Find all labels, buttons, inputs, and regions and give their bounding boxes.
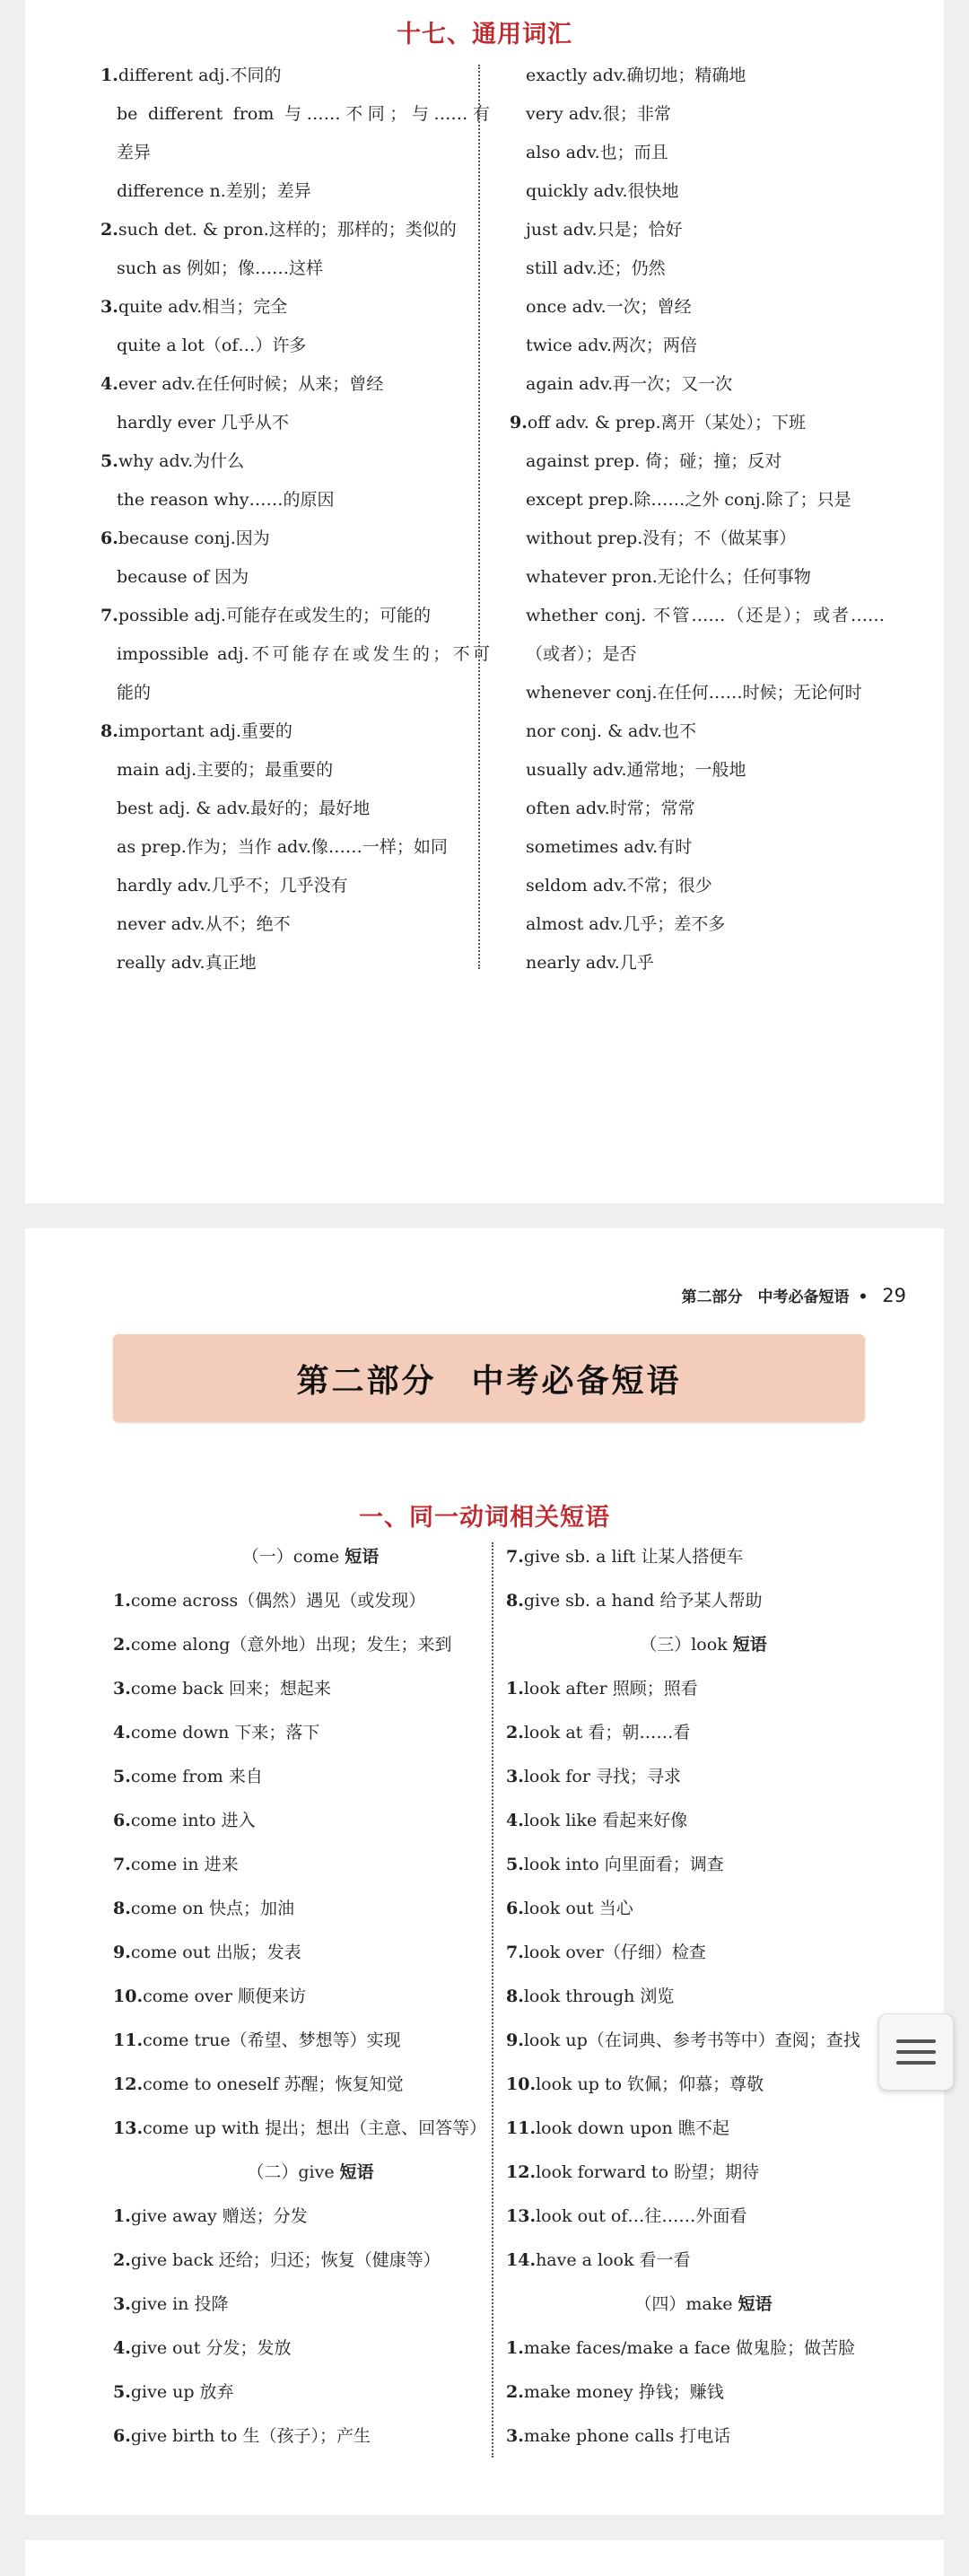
entry-number: 4. [506,1811,524,1830]
section-title-general-vocabulary: 十七、通用词汇 [397,21,572,48]
vocab-entry [510,905,885,944]
vocab-entry [510,674,885,712]
entry-text: make money 挣钱；赚钱 [523,2382,724,2402]
entry-text: give out 分发；发放 [130,2338,292,2358]
entry-number: 11. [113,2030,144,2050]
entry-text: difference n.差别；差异 [117,181,311,201]
vocab-entry [510,288,885,327]
entry-text: have a look 看一看 [536,2250,691,2270]
running-header [682,1284,906,1306]
entry-number: 8. [506,1591,524,1611]
column-divider [478,65,480,969]
entry-text: best adj. & adv.最好的；最好地 [117,799,371,818]
entry-text: 差异 [117,143,152,162]
vocab-entry [113,1931,508,1975]
entry-text: still adv.还；仍然 [526,258,666,278]
entry-text: off adv. & prep.离开（某处）；下班 [527,413,807,432]
vocab-entry [100,404,490,442]
vocab-entry [506,2327,901,2371]
entry-text: the reason why……的原因 [117,490,335,510]
entry-text: give up 放弃 [130,2382,234,2402]
entry-number: 8. [100,721,118,741]
entry-text: twice adv.两次；两倍 [526,336,697,355]
entry-text: hardly ever 几乎从不 [117,413,290,432]
entry-text: possible adj.可能存在或发生的；可能的 [118,606,431,625]
entry-number: 10. [113,1987,144,2006]
entry-number: 2. [506,2382,524,2402]
vocab-entry [510,442,885,481]
subsection-heading [506,1623,901,1667]
vocab-entry [510,481,885,520]
entry-text: look through 浏览 [523,1987,675,2006]
entry-text: 能的 [117,683,152,703]
vocab-entry [510,867,885,905]
entry-text: never adv.从不；绝不 [117,914,291,934]
vocab-entry [510,95,885,134]
vocab-entry [113,2414,508,2458]
vocab-entry [100,134,490,172]
vocab-entry [113,2063,508,2107]
vocab-column-right [510,57,885,982]
entry-text: look up to 钦佩；仰慕；尊敬 [536,2074,764,2094]
vocab-entry [506,1667,901,1711]
entry-text: really adv.真正地 [117,953,257,973]
vocab-entry [100,674,490,712]
vocab-entry [100,597,490,635]
entry-number: 7. [113,1855,131,1874]
entry-text: nearly adv.几乎 [526,953,654,973]
entry-number: 5. [113,2382,131,2402]
entry-text: come back 回来；想起来 [130,1679,331,1698]
vocab-entry [510,327,885,365]
entry-text: look up（在词典、参考书等中）查阅；查找 [523,2030,860,2050]
vocab-entry [100,288,490,327]
entry-number: 12. [113,2074,144,2094]
entry-text: without prep.没有；不（做某事） [526,528,797,548]
entry-text: impossible adj.不可能存在或发生的；不可 [117,644,490,664]
entry-text: come up with 提出；想出（主意、回答等） [143,2118,487,2138]
entry-text: make phone calls 打电话 [523,2426,731,2446]
vocab-entry [100,751,490,790]
entry-text: important adj.重要的 [118,721,292,741]
vocab-entry [510,635,885,674]
entry-text: such det. & pron.这样的；那样的；类似的 [118,220,457,240]
entry-text: against prep. 倚；碰；撞；反对 [526,451,782,471]
entry-text: give in 投降 [130,2294,229,2314]
vocab-entry [113,1799,508,1843]
entry-text: give sb. a lift 让某人搭便车 [523,1547,744,1567]
entry-text: just adv.只是；恰好 [526,220,683,240]
vocab-entry [100,95,490,134]
entry-text: give birth to 生（孩子）；产生 [130,2426,371,2446]
vocab-entry [100,481,490,520]
vocab-entry [506,1535,901,1579]
entry-text: come along（意外地）出现；发生；来到 [130,1635,452,1655]
entry-text: nor conj. & adv.也不 [526,721,697,741]
entry-text: seldom adv.不常；很少 [526,876,712,895]
subsection-heading-text: （二）give [247,2162,340,2182]
entry-text: such as 例如；像……这样 [117,258,324,278]
entry-number: 6. [113,2426,131,2446]
entry-number: 9. [113,1943,131,1962]
entry-number: 3. [113,2294,131,2314]
vocab-entry [100,57,490,95]
entry-number: 1. [113,2206,131,2226]
vocab-entry [506,1579,901,1623]
vocab-entry [506,2151,901,2195]
entry-text: quite a lot（of…）许多 [117,336,307,355]
entry-number: 2. [113,2250,131,2270]
page-1 [25,0,944,1203]
entry-text: come in 进来 [130,1855,239,1874]
vocab-entry [506,2019,901,2063]
entry-number: 13. [113,2118,144,2138]
vocab-entry [113,2239,508,2283]
vocab-entry [100,172,490,211]
entry-text: usually adv.通常地；一般地 [526,760,746,780]
entry-text: make faces/make a face 做鬼脸；做苦脸 [523,2338,856,2358]
entry-number: 9. [506,2030,524,2050]
vocab-entry [506,1931,901,1975]
vocab-entry [506,2371,901,2414]
vocab-entry [100,828,490,867]
vocab-entry [113,1623,508,1667]
vocab-entry [100,905,490,944]
entry-text: look into 向里面看；调查 [523,1855,724,1874]
vocab-entry [100,558,490,597]
entry-number: 11. [506,2118,537,2138]
entry-text: because of 因为 [117,567,249,587]
entry-text: come across（偶然）遇见（或发现） [130,1591,426,1611]
vocab-entry [506,2107,901,2151]
part-banner: 第二部分 中考必备短语 [113,1334,865,1422]
entry-number: 6. [506,1899,524,1918]
entry-number: 8. [113,1899,131,1918]
subsection-heading-text: （一）come [241,1547,345,1567]
entry-number: 4. [100,374,118,394]
vocab-entry [506,2063,901,2107]
entry-text: look like 看起来好像 [523,1811,688,1830]
vocab-entry [100,327,490,365]
phrase-column-left [113,1535,508,2458]
entry-text: look after 照顾；照看 [523,1679,698,1698]
entry-text: quite adv.相当；完全 [118,297,288,317]
entry-number: 7. [100,606,118,625]
vocab-entry [113,1887,508,1931]
entry-text: because conj.因为 [118,528,270,548]
vocab-entry [100,365,490,404]
vocab-entry [113,1667,508,1711]
entry-number: 5. [113,1767,131,1786]
vocab-entry [510,404,885,442]
entry-text: whether conj. 不管……（还是）；或者…… [526,606,885,625]
vocab-entry [510,365,885,404]
page-number: 29 [882,1285,906,1306]
entry-text: hardly adv.几乎不；几乎没有 [117,876,348,895]
entry-number: 2. [506,1723,524,1742]
vocab-column-left [100,57,490,982]
vocab-entry [506,1799,901,1843]
entry-number: 3. [113,1679,131,1698]
entry-text: whenever conj.在任何……时候；无论何时 [526,683,862,703]
vocab-entry [100,712,490,751]
vocab-entry [510,211,885,249]
vocab-entry [510,249,885,288]
section-title-verb-phrases: 一、同一动词相关短语 [359,1504,610,1532]
entry-number: 8. [506,1987,524,2006]
entry-text: again adv.再一次；又一次 [526,374,733,394]
entry-number: 2. [113,1635,131,1655]
vocab-entry [100,790,490,828]
subsection-heading-label: 短语 [732,1635,767,1655]
vocab-entry [510,712,885,751]
entry-number: 3. [100,297,118,317]
running-header-title: 第二部分 中考必备短语 [681,1288,850,1306]
entry-text: look out 当心 [523,1899,633,1918]
vocab-entry [506,2414,901,2458]
entry-number: 6. [100,528,118,548]
page-2 [25,1228,944,2515]
subsection-heading [506,2283,901,2327]
vocab-entry [510,751,885,790]
vocab-entry [510,520,885,558]
vocab-entry [100,635,490,674]
vocab-entry [510,597,885,635]
entry-text: once adv.一次；曾经 [526,297,692,317]
entry-text: come on 快点；加油 [130,1899,294,1918]
entry-text: come true（希望、梦想等）实现 [143,2030,401,2050]
header-bullet: • [858,1288,869,1306]
entry-text: look down upon 瞧不起 [536,2118,729,2138]
subsection-heading [113,1535,508,1579]
entry-text: be different from 与……不同；与……有 [117,104,490,124]
phrase-column-right [506,1535,901,2458]
vocab-entry [510,134,885,172]
entry-number: 1. [100,65,118,85]
entry-text: look over（仔细）检查 [523,1943,706,1962]
subsection-heading-text: （四）make [634,2294,738,2314]
entry-text: whatever pron.无论什么；任何事物 [526,567,811,587]
entry-text: look out of…往……外面看 [536,2206,747,2226]
entry-text: give away 赠送；分发 [130,2206,308,2226]
entry-text: as prep.作为；当作 adv.像……一样；如同 [117,837,448,857]
vocab-entry [113,1579,508,1623]
vocab-entry [510,558,885,597]
vocab-entry [506,1975,901,2019]
entry-number: 3. [506,1767,524,1786]
entry-number: 12. [506,2162,537,2182]
vocab-entry [100,442,490,481]
entry-number: 10. [506,2074,537,2094]
vocab-entry [506,1843,901,1887]
vocab-entry [100,249,490,288]
entry-number: 7. [506,1547,524,1567]
entry-number: 13. [506,2206,537,2226]
entry-text: why adv.为什么 [118,451,245,471]
vocab-entry [100,211,490,249]
entry-number: 2. [100,220,118,240]
menu-button[interactable] [878,2013,954,2091]
vocab-entry [510,790,885,828]
vocab-entry [113,1711,508,1755]
entry-text: give back 还给；归还；恢复（健康等） [130,2250,441,2270]
entry-text: come from 来自 [130,1767,263,1786]
vocab-entry [113,1755,508,1799]
entry-text: sometimes adv.有时 [526,837,693,857]
page-3-partial [25,2540,944,2576]
entry-text: come over 顺便来访 [143,1987,306,2006]
vocab-entry [100,944,490,982]
subsection-heading-label: 短语 [738,2294,773,2314]
entry-number: 1. [506,1679,524,1698]
vocab-entry [506,2239,901,2283]
vocab-entry [506,1711,901,1755]
vocab-entry [510,172,885,211]
entry-text: except prep.除……之外 conj.除了；只是 [526,490,851,510]
entry-text: different adj.不同的 [118,65,282,85]
entry-text: often adv.时常；常常 [526,799,695,818]
entry-number: 5. [506,1855,524,1874]
entry-text: come down 下来；落下 [130,1723,320,1742]
entry-text: main adj.主要的；最重要的 [117,760,334,780]
vocab-entry [510,828,885,867]
entry-text: exactly adv.确切地；精确地 [526,65,746,85]
vocab-entry [100,520,490,558]
vocab-entry [113,2195,508,2239]
entry-text: ever adv.在任何时候；从来；曾经 [118,374,384,394]
vocab-entry [113,2019,508,2063]
entry-text: also adv.也；而且 [526,143,668,162]
entry-text: look for 寻找；寻求 [523,1767,681,1786]
vocab-entry [113,2371,508,2414]
entry-number: 4. [113,1723,131,1742]
entry-number: 1. [113,1591,131,1611]
subsection-heading-text: （三）look [640,1635,733,1655]
vocab-entry [113,1975,508,2019]
entry-text: look at 看；朝……看 [523,1723,691,1742]
vocab-entry [113,1843,508,1887]
subsection-heading-label: 短语 [345,1547,380,1567]
entry-text: give sb. a hand 给予某人帮助 [523,1591,763,1611]
menu-icon-bar [896,2061,936,2065]
vocab-entry [506,1887,901,1931]
entry-number: 14. [506,2250,537,2270]
entry-text: （或者）；是否 [526,644,637,664]
entry-number: 9. [510,413,528,432]
menu-icon-bar [896,2039,936,2043]
entry-number: 5. [100,451,118,471]
subsection-heading [113,2151,508,2195]
vocab-entry [113,2107,508,2151]
entry-text: look forward to 盼望；期待 [536,2162,760,2182]
entry-text: come to oneself 苏醒；恢复知觉 [143,2074,404,2094]
entry-text: almost adv.几乎；差不多 [526,914,726,934]
vocab-entry [510,944,885,982]
vocab-entry [100,867,490,905]
entry-number: 6. [113,1811,131,1830]
vocab-entry [506,2195,901,2239]
entry-text: come out 出版；发表 [130,1943,301,1962]
entry-text: very adv.很；非常 [526,104,671,124]
vocab-entry [113,2327,508,2371]
vocab-entry [506,1755,901,1799]
menu-icon-bar [896,2050,936,2054]
vocab-entry [510,57,885,95]
subsection-heading-label: 短语 [339,2162,374,2182]
vocab-entry [113,2283,508,2327]
entry-number: 3. [506,2426,524,2446]
column-divider [492,1542,493,2458]
entry-number: 4. [113,2338,131,2358]
entry-text: quickly adv.很快地 [526,181,679,201]
entry-number: 7. [506,1943,524,1962]
entry-text: come into 进入 [130,1811,256,1830]
entry-number: 1. [506,2338,524,2358]
